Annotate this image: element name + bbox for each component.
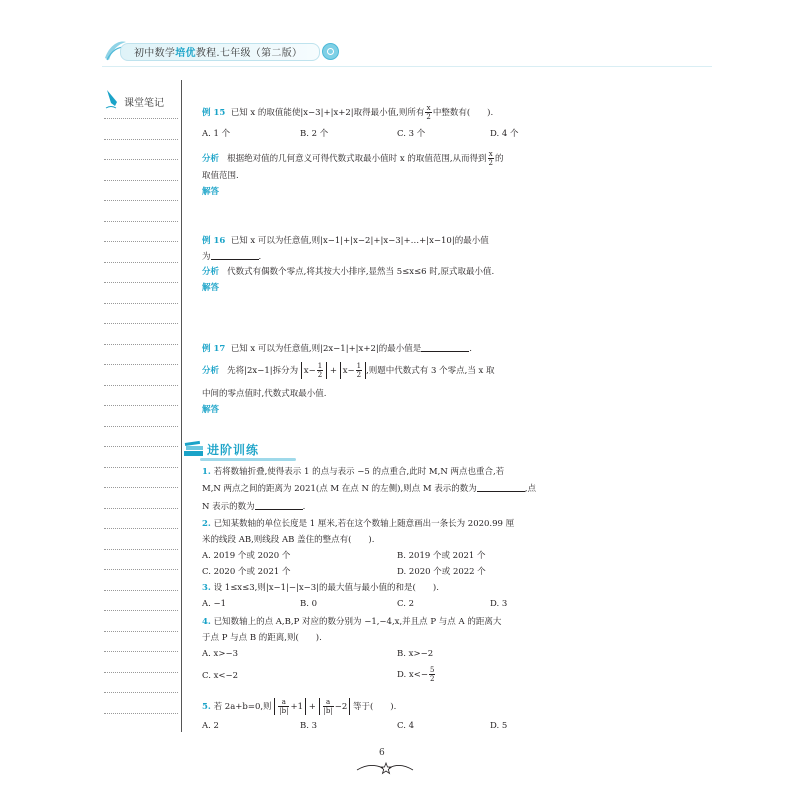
- note-line: [104, 672, 178, 673]
- q3-option-d: D. 3: [490, 599, 508, 609]
- training-underline: [200, 458, 296, 461]
- example-16-analysis: 分析 代数式有偶数个零点,将其按大小排序,显然当 5≤x≤6 时,原式取最小值.: [202, 267, 495, 277]
- example-15-option-c: C. 3 个: [397, 129, 426, 139]
- q5-line1: 5. 若 2a+b=0,则 $\frac{a}{|b|}$ +1 + $\frac{a}{|b|}$ −2 等于( ).: [202, 698, 397, 715]
- note-line: [104, 364, 178, 365]
- q2-option-a: A. 2019 个或 2020 个: [202, 551, 291, 561]
- q2-line1: 2. 已知某数轴的单位长度是 1 厘米,若在这个数轴上随意画出一条长为 2020.99 厘: [202, 519, 515, 529]
- example-17-analysis: 分析 先将|2x−1|拆分为 x− $\frac{1}{2}$ + x− $\frac{1}{2}$ ,则题中代数式有 3 个零点,当 x 取: [202, 362, 495, 379]
- example-17-answer-label: 解答: [202, 405, 220, 415]
- q4-option-b: B. x>−2: [397, 649, 434, 659]
- note-line: [104, 323, 178, 324]
- header-title: 初中数学培优教程.七年级（第二版）: [134, 48, 303, 59]
- q5-option-c: C. 4: [397, 721, 415, 731]
- note-line: [104, 221, 178, 222]
- answer-blank[interactable]: [477, 482, 525, 492]
- note-line: [104, 692, 178, 693]
- q4-option-d: D. x<− $\frac{5}{2}$: [397, 666, 435, 683]
- note-line: [104, 487, 178, 488]
- note-line: [104, 713, 178, 714]
- example-15-option-b: B. 2 个: [300, 129, 329, 139]
- example-15-answer-label: 解答: [202, 187, 220, 197]
- main-content: [182, 0, 800, 800]
- example-15-analysis: 分析 根据绝对值的几何意义可得代数式取最小值时 x 的取值范围,从而得到 $\frac{x}{2}$ 的: [202, 150, 504, 167]
- q2-line2: 米的线段 AB,则线段 AB 盖住的整点有( ).: [202, 535, 375, 545]
- note-line: [104, 344, 178, 345]
- q2-option-c: C. 2020 个或 2021 个: [202, 567, 291, 577]
- q2-option-b: B. 2019 个或 2021 个: [397, 551, 486, 561]
- note-line: [104, 651, 178, 652]
- q4-option-a: A. x>−3: [202, 649, 238, 659]
- example-16-stem: 例 16 已知 x 可以为任意值,则|x−1|+|x−2|+|x−3|+…+|x−10|的最小值: [202, 236, 489, 246]
- example-15-stem: 例 15 已知 x 的取值能使|x−3|+|x+2|取得最小值,则所有 $\frac{x}{2}$ 中整数有( ).: [202, 104, 494, 121]
- note-line: [104, 549, 178, 550]
- example-15-option-d: D. 4 个: [490, 129, 519, 139]
- answer-blank[interactable]: [421, 342, 469, 352]
- q1-line2: M,N 两点之间的距离为 2021(点 M 在点 N 的左侧),则点 M 表示的数为 ,点: [202, 484, 536, 494]
- q4-line1: 4. 已知数轴上的点 A,B,P 对应的数分别为 −1,−4,x,并且点 P 与点 A 的距离大: [202, 617, 502, 627]
- q3-option-a: A. −1: [202, 599, 227, 609]
- q3-option-c: C. 2: [397, 599, 415, 609]
- q5-option-d: D. 5: [490, 721, 508, 731]
- answer-blank[interactable]: [211, 250, 259, 260]
- q1-line3: N 表示的数为 .: [202, 502, 306, 512]
- note-line: [104, 180, 178, 181]
- note-line: [104, 303, 178, 304]
- notes-label: 课堂笔记: [124, 98, 164, 109]
- page-footer: [355, 748, 415, 776]
- q4-option-c: C. x<−2: [202, 671, 239, 681]
- note-line: [104, 569, 178, 570]
- note-line: [104, 631, 178, 632]
- fraction: $\frac{x}{2}$: [426, 104, 431, 121]
- q2-option-d: D. 2020 个或 2022 个: [397, 567, 486, 577]
- q3-option-b: B. 0: [300, 599, 318, 609]
- note-line: [104, 262, 178, 263]
- note-line: [104, 118, 178, 119]
- note-line: [104, 467, 178, 468]
- page-number: 6: [379, 748, 385, 758]
- example-17-stem: 例 17 已知 x 可以为任意值,则|2x−1|+|x+2|的最小值是 .: [202, 344, 472, 354]
- note-line: [104, 426, 178, 427]
- note-line: [104, 528, 178, 529]
- note-line: [104, 159, 178, 160]
- example-16-stem-cont: 为 .: [202, 252, 262, 262]
- star-ornament-icon: [355, 760, 415, 776]
- example-15-option-a: A. 1 个: [202, 129, 231, 139]
- note-line: [104, 385, 178, 386]
- q3-line1: 3. 设 1≤x≤3,则|x−1|−|x−3|的最大值与最小值的和是( ).: [202, 583, 439, 593]
- training-title: 进阶训练: [207, 443, 260, 457]
- pen-icon: [104, 88, 122, 110]
- q5-option-b: B. 3: [300, 721, 318, 731]
- q4-line2: 于点 P 与点 B 的距离,则( ).: [202, 633, 322, 643]
- q5-option-a: A. 2: [202, 721, 219, 731]
- example-17-analysis-cont: 中间的零点值时,代数式取最小值.: [202, 389, 327, 399]
- q1-line1: 1. 若将数轴折叠,使得表示 1 的点与表示 −5 的点重合,此时 M,N 两点也重合,若: [202, 467, 505, 477]
- note-line: [104, 139, 178, 140]
- note-line: [104, 610, 178, 611]
- note-line: [104, 446, 178, 447]
- note-line: [104, 241, 178, 242]
- note-line: [104, 200, 178, 201]
- note-line: [104, 405, 178, 406]
- answer-blank[interactable]: [255, 500, 303, 510]
- note-line: [104, 282, 178, 283]
- books-icon: [182, 440, 206, 460]
- example-15-analysis-cont: 取值范围.: [202, 171, 239, 181]
- note-line: [104, 590, 178, 591]
- example-16-answer-label: 解答: [202, 283, 220, 293]
- note-line: [104, 508, 178, 509]
